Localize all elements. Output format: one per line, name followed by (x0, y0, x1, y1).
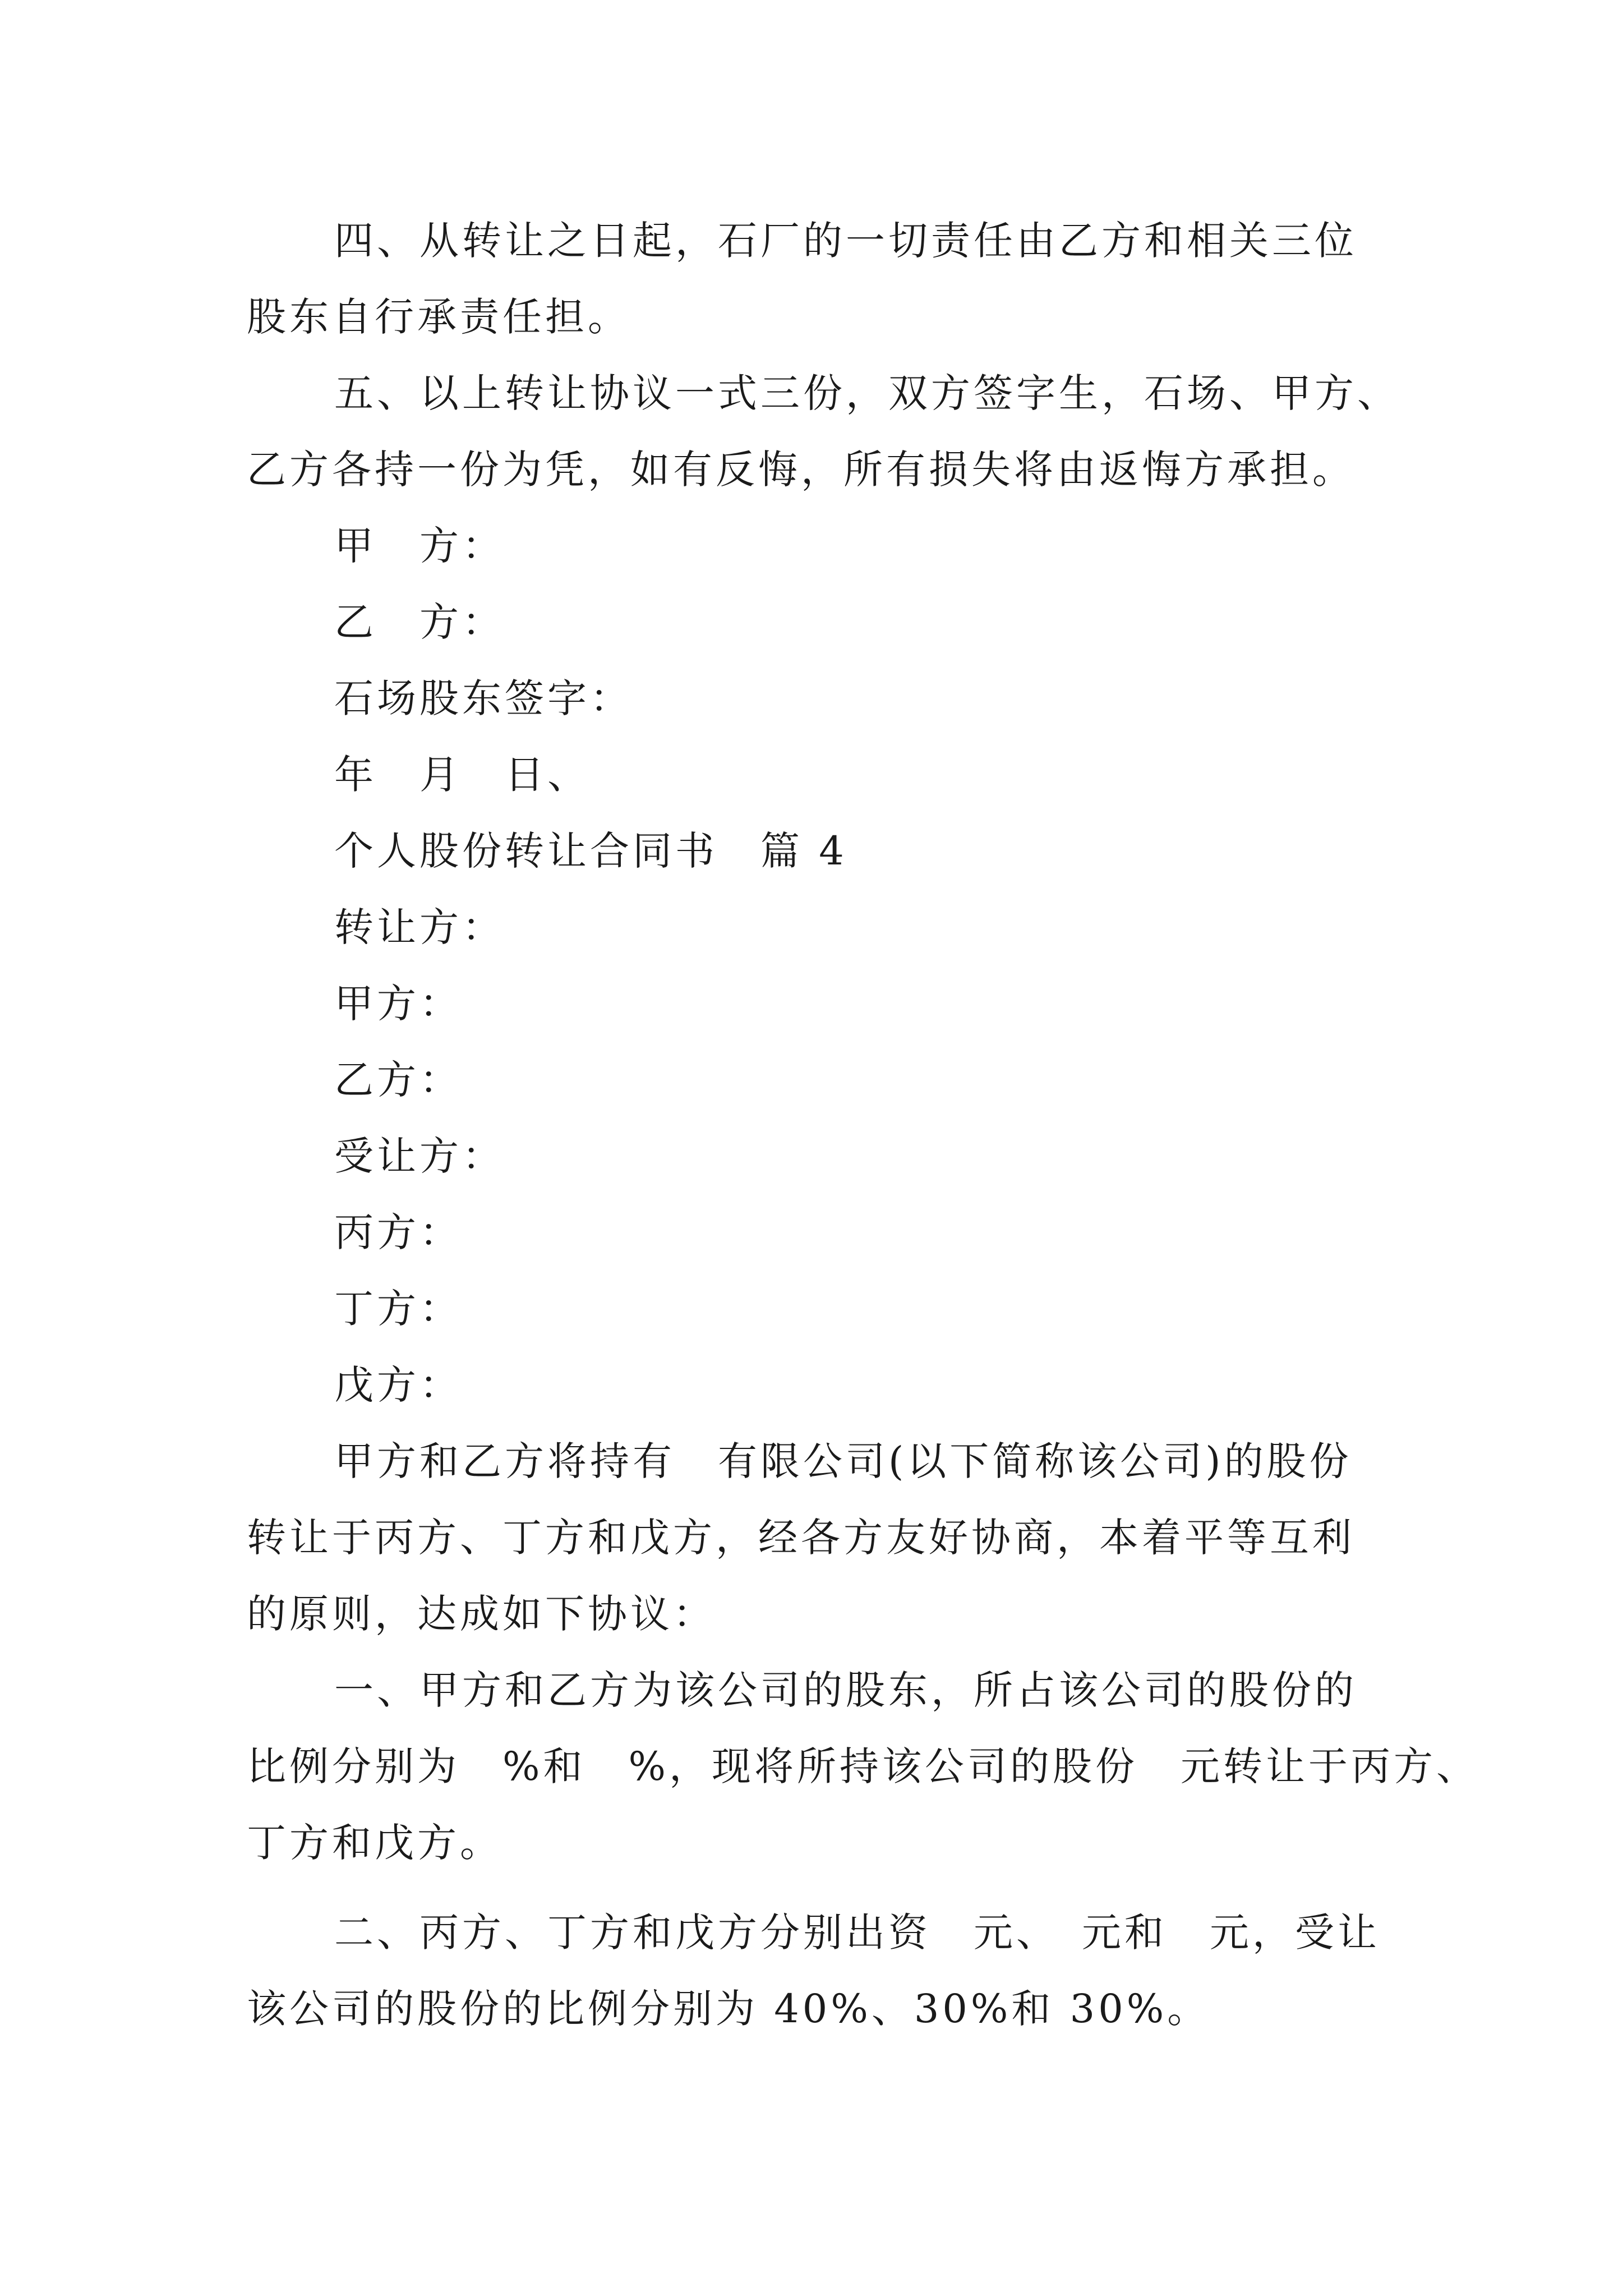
section-title: 个人股份转让合同书 篇 4 (334, 828, 847, 874)
party-b-signature: 乙 方： (334, 599, 505, 645)
preamble-line-1: 甲方和乙方将持有 有限公司(以下简称该公司)的股份 (334, 1438, 1352, 1484)
article-1-line-1: 一、甲方和乙方为该公司的股东，所占该公司的股份的 (334, 1667, 1357, 1713)
preamble-line-2: 转让于丙方、丁方和戊方，经各方友好协商，本着平等互利 (247, 1515, 1355, 1561)
party-d-label: 丁方： (334, 1286, 462, 1332)
party-a-label: 甲方： (334, 981, 462, 1027)
party-c-label: 丙方： (334, 1209, 462, 1255)
preamble-line-3: 的原则，达成如下协议： (247, 1591, 716, 1637)
article-2-line-1: 二、丙方、丁方和戊方分别出资 元、 元和 元，受让 (334, 1910, 1380, 1955)
clause-4-line-1: 四、从转让之日起，石厂的一切责任由乙方和相关三位 (334, 218, 1357, 264)
transferee-label: 受让方： (334, 1133, 505, 1179)
party-a-signature: 甲 方： (334, 523, 505, 569)
party-b-label: 乙方： (334, 1057, 462, 1103)
shareholder-signature: 石场股东签字： (334, 675, 633, 721)
clause-5-line-1: 五、以上转让协议一式三份，双方签字生，石场、甲方、 (334, 370, 1400, 416)
party-e-label: 戊方： (334, 1362, 462, 1408)
transferor-label: 转让方： (334, 904, 505, 950)
clause-5-line-2: 乙方各持一份为凭，如有反悔，所有损失将由返悔方承担。 (247, 447, 1355, 493)
article-2-line-2: 该公司的股份的比例分别为 40%、30%和 30%。 (247, 1986, 1210, 2032)
article-1-line-2: 比例分别为 %和 %，现将所持该公司的股份 元转让于丙方、 (247, 1743, 1479, 1789)
clause-4-line-2: 股东自行承责任担。 (247, 294, 630, 340)
article-1-line-3: 丁方和戊方。 (247, 1820, 502, 1866)
date-line: 年 月 日、 (334, 752, 590, 798)
